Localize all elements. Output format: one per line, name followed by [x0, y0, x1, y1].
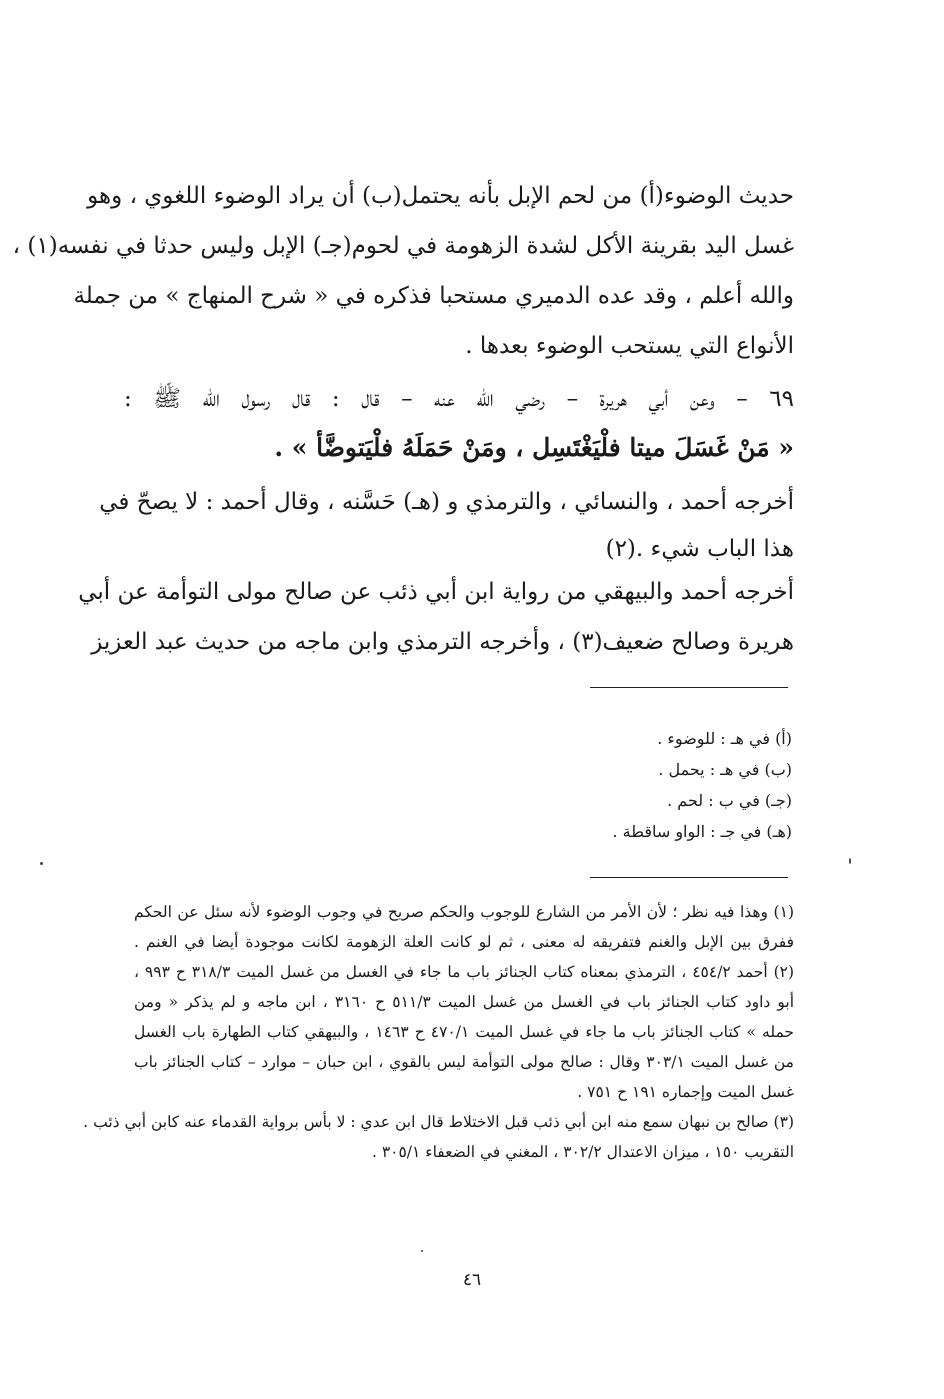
footnote-line-2: ففرق بين الإبل والغنم فتفريقه له معنى ، ثم لو كانت العلة الزهومة لكانت موجودة أيضا في الغنم .: [134, 933, 794, 951]
takhrij-line-2: هذا الباب شيء .(٢): [605, 536, 794, 562]
variant-note-4: (هـ) في جـ : الواو ساقطة .: [612, 822, 792, 841]
hadith-text: « مَنْ غَسَلَ ميتا فلْيَغْتَسِل ، ومَنْ حَمَلَهُ فلْيَتوضَّأ » .: [274, 433, 794, 462]
footnote-line-1: (١) وهذا فيه نظر ؛ لأن الأمر من الشارع للوجوب والحكم صريح في وجوب الوضوء لأنه سئل عن الحكم: [134, 903, 794, 921]
footnote-line-4: أبو داود كتاب الجنائز باب في الغسل من غسل الميت ٥١١/٣ ح ٣١٦٠ ، ابن ماجه و لم يذكر « ومن: [134, 993, 795, 1011]
page-number: ٤٦: [462, 1270, 482, 1290]
variant-note-2: (ب) في هـ : يحمل .: [658, 760, 792, 779]
body-line-2: غسل اليد بقرينة الأكل لشدة الزهومة في لحوم(جـ) الإبل وليس حدثا في نفسه(١) ،: [12, 233, 794, 259]
footnote-line-8: (٣) صالح بن نبهان سمع منه ابن أبي ذئب قبل الاختلاط قال ابن عدي : لا بأس برواية القدماء عنه كابن أبي ذئب .: [83, 1113, 794, 1131]
body-line-3: والله أعلم ، وقد عده الدميري مستحبا فذكره في « شرح المنهاج » من جملة: [73, 283, 794, 309]
footnotes-separator: [590, 877, 788, 878]
footnote-line-6: من غسل الميت ٣٠٣/١ وقال : صالح مولى التوأمة ليس بالقوي ، ابن حبان – موارد – كتاب الجنائز باب: [134, 1053, 794, 1071]
footnote-line-9: التقريب ١٥٠ ، ميزان الاعتدال ٣٠٢/٢ ، المغني في الضعفاء ٣٠٥/١ .: [371, 1143, 794, 1161]
footnote-line-7: غسل الميت وإجماره ١٩١ ح ٧٥١ .: [577, 1083, 794, 1101]
footnote-line-5: حمله » كتاب الجنائز باب ما جاء في غسل الميت ٤٧٠/١ ح ١٤٦٣ ، والبيهقي كتاب الطهارة باب الغسل: [134, 1023, 794, 1041]
takhrij2-line-1: أخرجه أحمد والبيهقي من رواية ابن أبي ذئب عن صالح مولى التوأمة عن أبي: [78, 579, 794, 605]
body-line-1: حديث الوضوء(أ) من لحم الإبل بأنه يحتمل(ب) أن يراد الوضوء اللغوي ، وهو: [87, 183, 794, 209]
footnote-line-3: (٢) أحمد ٤٥٤/٢ ، الترمذي بمعناه كتاب الجنائز باب ما جاء في الغسل من غسل الميت ٣١٨/٣ ح ٩٩٣ ،: [134, 963, 795, 981]
variants-separator: [590, 687, 788, 688]
variant-note-3: (جـ) في ب : لحم .: [667, 791, 792, 810]
scan-speck: [849, 858, 851, 864]
variant-note-1: (أ) في هـ : للوضوء .: [657, 729, 792, 748]
takhrij2-line-2: هريرة وصالح ضعيف(٣) ، وأخرجه الترمذي وابن ماجه من حديث عبد العزيز: [91, 629, 794, 655]
takhrij-line-1: أخرجه أحمد ، والنسائي ، والترمذي و (هـ) حَسَّنه ، وقال أحمد : لا يصحّ في: [99, 489, 794, 515]
scan-speck: [421, 1250, 423, 1252]
body-line-4: الأنواع التي يستحب الوضوء بعدها .: [465, 333, 794, 359]
hadith-intro: ٦٩ – وعن أبي هريرة – رضي الله عنه – قال : قال رسول الله ﷺ :: [124, 386, 794, 412]
scan-speck: [40, 862, 43, 865]
